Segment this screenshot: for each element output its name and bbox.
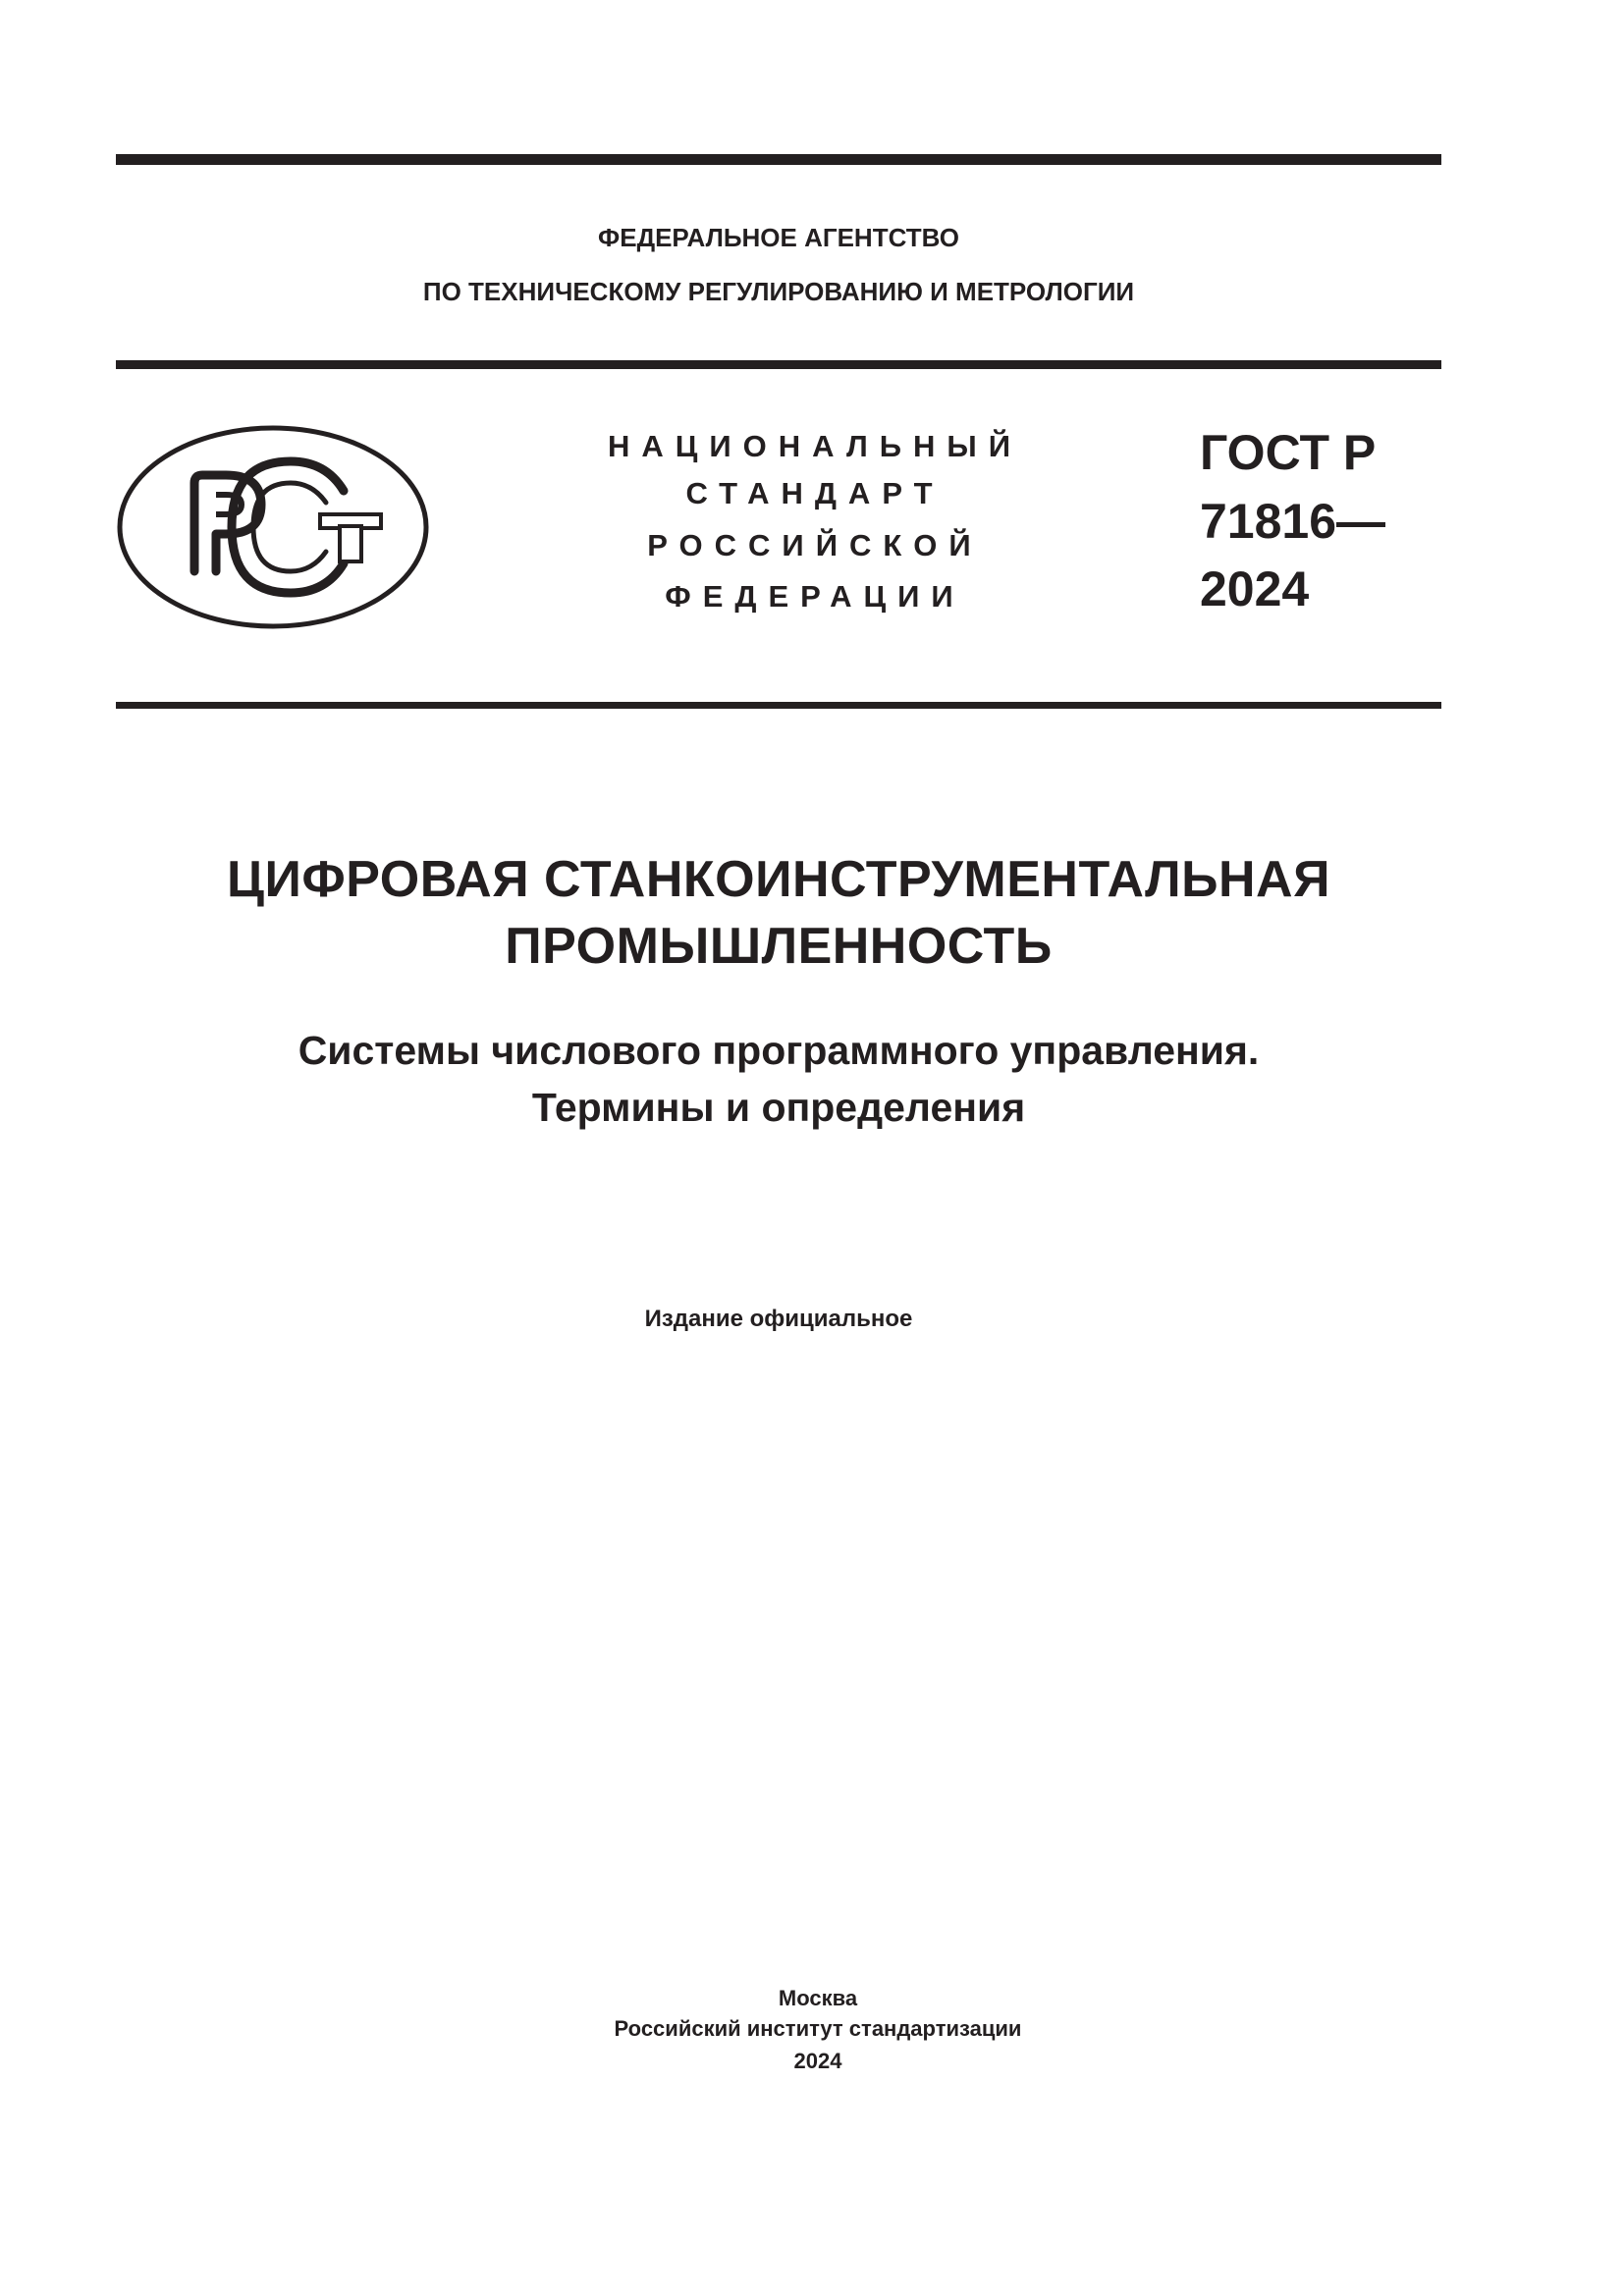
document-title-line-1: ЦИФРОВАЯ СТАНКОИНСТРУМЕНТАЛЬНАЯ [227, 851, 1330, 908]
standard-designation-line-3: 2024 [1200, 561, 1310, 616]
agency-name-line-1: ФЕДЕРАЛЬНОЕ АГЕНТСТВО [598, 223, 959, 252]
header-rule [116, 360, 1441, 369]
document-subtitle-line-2: Термины и определения [531, 1085, 1026, 1130]
imprint-city: Москва [778, 1986, 858, 2010]
national-standard-line-4: ФЕДЕРАЦИИ [665, 579, 965, 614]
national-standard-line-3: РОССИЙСКОЙ [647, 528, 983, 562]
top-rule [116, 154, 1441, 165]
rst-emblem-icon [116, 424, 430, 630]
imprint-publisher: Российский институт стандартизации [614, 2016, 1022, 2041]
document-title-line-2: ПРОМЫШЛЕННОСТЬ [505, 918, 1053, 975]
standard-designation-line-1: ГОСТ Р [1200, 425, 1377, 480]
imprint-year: 2024 [793, 2049, 842, 2073]
edition-note: Издание официальное [644, 1306, 913, 1332]
standard-designation-line-2: 71816— [1200, 494, 1386, 549]
national-standard-line-2: СТАНДАРТ [685, 476, 945, 510]
national-standard-line-1: НАЦИОНАЛЬНЫЙ [607, 429, 1023, 463]
masthead-rule [116, 702, 1441, 709]
agency-name-line-2: ПО ТЕХНИЧЕСКОМУ РЕГУЛИРОВАНИЮ И МЕТРОЛОГИИ [422, 277, 1135, 306]
document-subtitle-line-1: Системы числового программного управления. [298, 1028, 1260, 1073]
